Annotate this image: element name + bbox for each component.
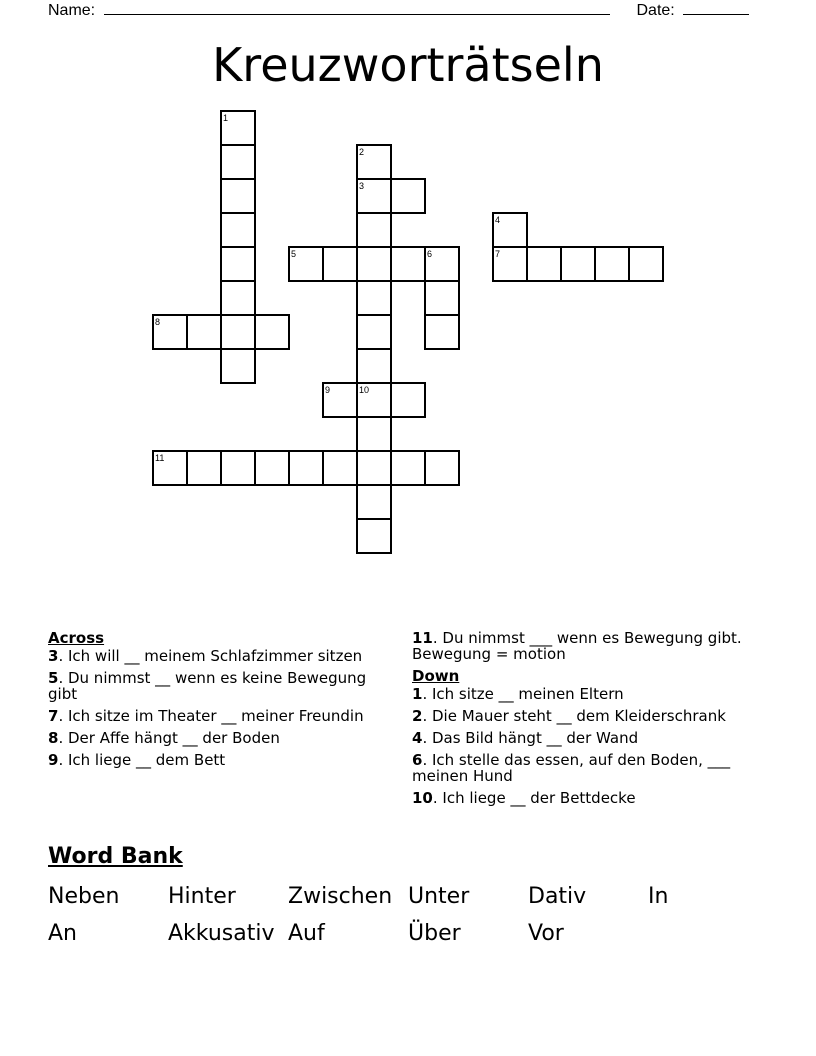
crossword-cell[interactable] [356,518,392,554]
crossword-cell[interactable] [152,314,188,350]
crossword-cell[interactable] [322,450,358,486]
crossword-cell[interactable] [220,314,256,350]
crossword-cell[interactable] [220,450,256,486]
crossword-cell[interactable] [424,280,460,316]
crossword-cell[interactable] [356,450,392,486]
crossword-cell[interactable] [356,178,392,214]
crossword-cell[interactable] [424,314,460,350]
crossword-cell[interactable] [356,280,392,316]
clue-number: 8 [155,317,161,327]
across-heading: Across [48,629,105,647]
clue-number: 9 [325,385,331,395]
clue-down-2: 2. Die Mauer steht __ dem Kleiderschrank [412,707,726,725]
crossword-cell[interactable] [220,110,256,146]
page-title: Kreuzworträtseln [212,38,604,92]
crossword-cell[interactable] [322,382,358,418]
crossword-cell[interactable] [288,246,324,282]
clue-across-7: 7. Ich sitze im Theater __ meiner Freundin [48,707,364,725]
word-bank-word: Auf [288,921,325,946]
word-bank-word: Neben [48,884,120,909]
crossword-cell[interactable] [390,246,426,282]
word-bank-word: Vor [528,921,564,946]
crossword-cell[interactable] [322,246,358,282]
down-heading: Down [412,667,460,685]
clue-across-5: 5. Du nimmst __ wenn es keine Bewegung gibt [48,669,367,703]
name-label: Name: [48,2,96,19]
crossword-cell[interactable] [356,144,392,180]
crossword-cell[interactable] [254,450,290,486]
crossword-cell[interactable] [356,484,392,520]
word-bank-word: In [648,884,669,909]
crossword-cell[interactable] [390,178,426,214]
crossword-cell[interactable] [220,178,256,214]
crossword-cell[interactable] [152,450,188,486]
word-bank-word: Dativ [528,884,587,909]
clue-down-10: 10. Ich liege __ der Bettdecke [412,789,636,807]
crossword-cell[interactable] [424,246,460,282]
clue-number: 6 [427,249,433,259]
clues-right-column [412,630,782,812]
crossword-cell[interactable] [254,314,290,350]
crossword-cell[interactable] [220,212,256,248]
clue-across-11: 11. Du nimmst ___ wenn es Bewegung gibt. Bewegung = motion [412,629,742,663]
crossword-cell[interactable] [356,348,392,384]
clue-number: 3 [359,181,365,191]
crossword-cell[interactable] [492,246,528,282]
word-bank-word: Akkusativ [168,921,275,946]
clue-number: 5 [291,249,297,259]
clue-down-6: 6. Ich stelle das essen, auf den Boden, ___ meinen Hund [412,751,731,785]
crossword-cell[interactable] [356,382,392,418]
clue-number: 10 [359,385,370,395]
word-bank-title: Word Bank [48,844,183,869]
crossword-cell[interactable] [220,280,256,316]
crossword-cell[interactable] [424,450,460,486]
clue-number: 11 [155,453,165,463]
word-bank-word: An [48,921,77,946]
clue-number: 2 [359,147,365,157]
crossword-cell[interactable] [356,314,392,350]
crossword-cell[interactable] [186,450,222,486]
clue-number: 1 [223,113,229,123]
clues-left-column [48,630,388,774]
clue-number: 7 [495,249,501,259]
clue-down-1: 1. Ich sitze __ meinen Eltern [412,685,624,703]
date-label: Date: [636,2,675,19]
crossword-cell[interactable] [594,246,630,282]
crossword-cell[interactable] [492,212,528,248]
crossword-cell[interactable] [220,348,256,384]
clue-across-9: 9. Ich liege __ dem Bett [48,751,226,769]
word-bank-word: Unter [408,884,470,909]
word-bank-word: Zwischen [288,884,393,909]
crossword-cell[interactable] [560,246,596,282]
crossword-cell[interactable] [220,246,256,282]
clue-across-3: 3. Ich will __ meinem Schlafzimmer sitzen [48,647,363,665]
crossword-cell[interactable] [390,382,426,418]
word-bank-word: Hinter [168,884,236,909]
crossword-cell[interactable] [526,246,562,282]
crossword-cell[interactable] [356,246,392,282]
crossword-cell[interactable] [356,416,392,452]
crossword-cell[interactable] [390,450,426,486]
clue-across-8: 8. Der Affe hängt __ der Boden [48,729,280,747]
clue-down-4: 4. Das Bild hängt __ der Wand [412,729,639,747]
crossword-cell[interactable] [220,144,256,180]
crossword-cell[interactable] [356,212,392,248]
clue-number: 4 [495,215,501,225]
crossword-cell[interactable] [288,450,324,486]
word-bank-word: Über [408,921,461,946]
crossword-cell[interactable] [628,246,664,282]
crossword-cell[interactable] [186,314,222,350]
